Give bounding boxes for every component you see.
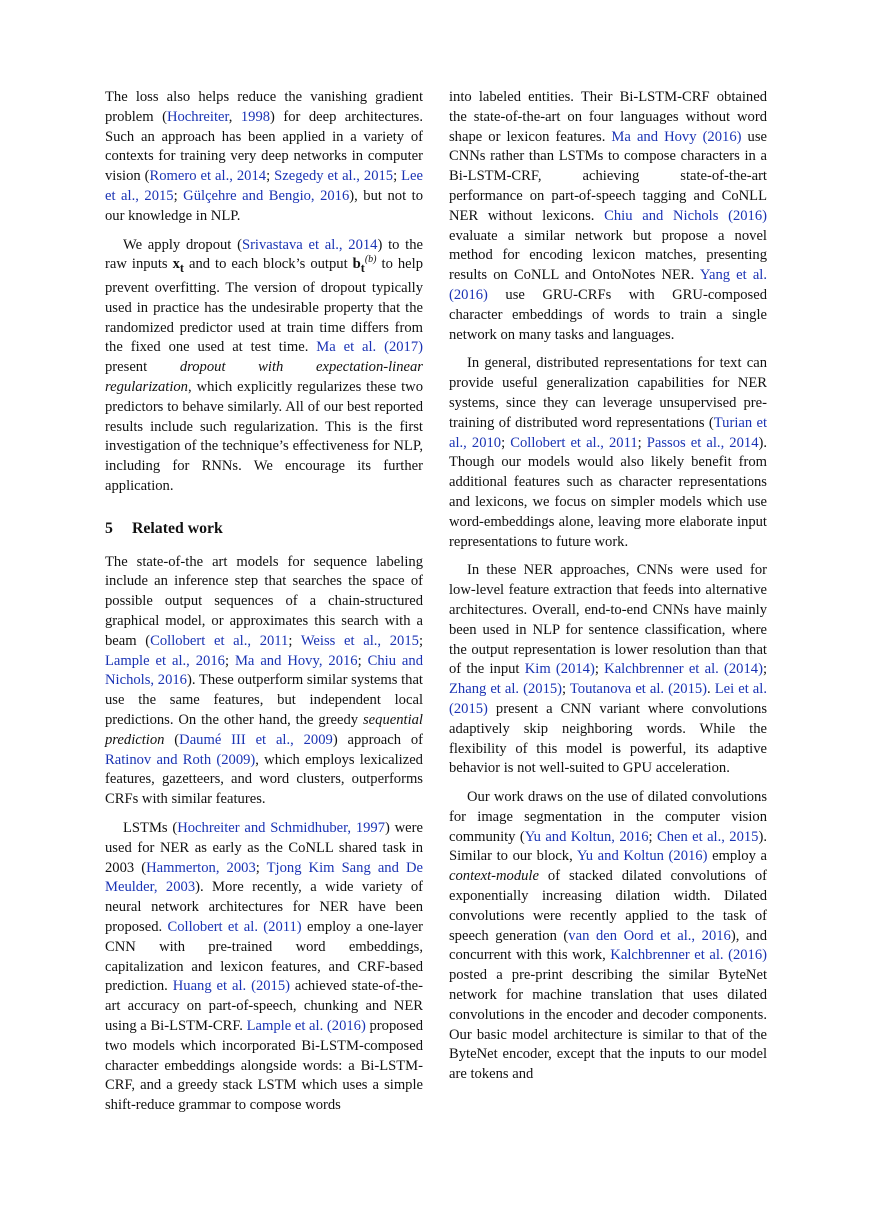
text: ; (224, 652, 235, 669)
paragraph-labeled-entities (449, 88, 767, 345)
text: posted a pre-print describing the similar ByteNet network for machine translation that uses dilated convolutions in the encoder and decoder components. Our basic model architecture is similar to that of the ByteNet encoder, except that the inputs to our model are tokens and (449, 967, 767, 1083)
citation-link[interactable]: Lei et al. (2015) (449, 681, 767, 717)
text: ; (562, 681, 570, 698)
text: , which explicitly regularizes these two predictors to behave similarly. All of our best reported results include such regularization. This is the first investigation of the technique’s effectiveness for NLP, including for RNNs. We encourage its further application. (105, 379, 423, 495)
text: , (228, 108, 241, 125)
emphasis: sequential prediction (105, 712, 423, 748)
math-subscript: t (360, 261, 365, 276)
citation-link[interactable]: Ratinov and Roth (2009) (105, 751, 256, 768)
right-column (449, 88, 767, 1085)
text: ; (648, 828, 657, 845)
text: ; (418, 632, 423, 649)
math-x: x (172, 256, 180, 273)
paragraph-dilated-convolutions (449, 788, 767, 1085)
text: ) for deep architectures. Such an approach has been applied in a variety of contexts for training very deep networks in computer vision ( (105, 108, 423, 185)
citation-link[interactable]: Kalchbrenner et al. (2016) (610, 947, 767, 964)
text: into labeled entities. Their Bi-LSTM-CRF obtained the state-of-the-art on four languages without word shape or lexicon features. (449, 89, 767, 145)
paragraph-vanishing-gradient (105, 88, 423, 227)
text: ; (357, 652, 368, 669)
section-number: 5 (105, 519, 113, 537)
citation-link[interactable]: Zhang et al. (2015) (449, 681, 563, 698)
text: ; (266, 168, 275, 185)
citation-link[interactable]: Toutanova et al. (2015) (569, 681, 708, 698)
text: use CNNs rather than LSTMs to compose characters in a Bi-LSTM-CRF, achieving state-of-the-art performance on part-of-speech tagging and CoNLL NER without lexicons. (449, 128, 768, 224)
citation-link[interactable]: 1998 (240, 108, 271, 125)
text: We apply dropout ( (123, 236, 242, 253)
citation-link[interactable]: Collobert et al., 2011 (150, 632, 289, 649)
text: ) to the raw inputs (105, 236, 423, 273)
text: evaluate a similar network but propose a novel method for encoding lexicon matches, presenting results on CoNLL and OntoNotes NER. (449, 227, 767, 284)
citation-link[interactable]: Passos et al., 2014 (646, 434, 759, 451)
text: achieved state-of-the-art accuracy on part-of-speech, chunking and NER using a Bi-LSTM-CRF. (105, 978, 423, 1034)
text: . (707, 681, 715, 698)
text: Our work draws on the use of dilated convolutions for image segmentation in the computer vision community ( (449, 789, 767, 845)
citation-link[interactable]: Yu and Koltun, 2016 (524, 828, 649, 845)
citation-link[interactable]: Turian et al., 2010 (449, 414, 768, 451)
citation-link[interactable]: Hammerton, 2003 (146, 859, 256, 876)
citation-link[interactable]: Srivastava et al., 2014 (241, 236, 378, 253)
text: to help prevent overfitting. The version of dropout typically used in practice has the undesirable property that the randomized predictor used at train time differs from the fixed one used at test time. (105, 256, 424, 356)
paragraph-dropout (105, 236, 423, 497)
emphasis: context-module (449, 868, 539, 885)
text: ; (762, 661, 767, 678)
text: ; (501, 434, 511, 451)
text: ). Though our models would also likely benefit from additional features such as character representations and lexicons, we focus on simpler models which use word-embeddings alone, leaving more elaborate input representations to future work. (449, 434, 768, 550)
citation-link[interactable]: Gülçehre and Bengio, 2016 (183, 187, 350, 204)
citation-link[interactable]: Weiss et al., 2015 (300, 632, 419, 649)
citation-link[interactable]: Lample et al., 2016 (105, 652, 225, 669)
text: ( (164, 731, 180, 748)
text: present a CNN variant where convolutions adaptively skip neighboring words. While the flexibility of this model is powerful, its adaptive behavior is not well-suited to GPU acceleration. (449, 700, 767, 777)
citation-link[interactable]: Ma and Hovy (2016) (611, 128, 742, 145)
citation-link[interactable]: Yang et al. (2016) (449, 267, 767, 303)
citation-link[interactable]: Huang et al. (2015) (172, 978, 290, 995)
citation-link[interactable]: Chiu and Nichols, 2016 (105, 652, 424, 689)
citation-link[interactable]: Hochreiter and Schmidhuber, 1997 (177, 820, 386, 836)
citation-link[interactable]: Chen et al., 2015 (656, 828, 759, 845)
left-column (105, 88, 423, 1116)
citation-link[interactable]: Tjong Kim Sang and De Meulder, 2003 (105, 859, 423, 896)
text: ) were used for NER as early as the CoNLL shared task in 2003 ( (105, 820, 423, 876)
text: ; (255, 859, 267, 876)
section-heading (105, 519, 423, 539)
math-superscript: (b) (364, 254, 377, 266)
paragraph-distributed-representations (449, 354, 767, 552)
citation-link[interactable]: Kalchbrenner et al. (2014) (604, 661, 763, 678)
citation-link[interactable]: Collobert et al. (2011) (167, 918, 302, 935)
citation-link[interactable]: Collobert et al., 2011 (510, 434, 638, 451)
citation-link[interactable]: Lample et al. (2016) (246, 1017, 366, 1034)
text: ; (288, 632, 301, 649)
citation-link[interactable]: Daumé III et al., 2009 (179, 731, 333, 748)
text: ), but not to our knowledge in NLP. (105, 187, 423, 224)
citation-link[interactable]: Hochreiter (166, 108, 229, 125)
emphasis: dropout with expectation-linear regularization (105, 359, 423, 396)
text: ). These outperform similar systems that use the same features, but independent local predictions. On the other hand, the greedy (105, 672, 423, 729)
text: ) approach of (332, 731, 423, 748)
citation-link[interactable]: Lee et al., 2015 (105, 168, 424, 204)
text: ; (393, 168, 402, 185)
text: use GRU-CRFs with GRU-composed character embeddings of words to train a single network on many tasks and languages. (449, 286, 767, 343)
citation-link[interactable]: Chiu and Nichols (2016) (604, 207, 767, 224)
math-b: b (352, 256, 361, 273)
paragraph-state-of-art (105, 553, 423, 810)
paragraph-lstms (105, 819, 423, 1116)
citation-link[interactable]: Ma and Hovy, 2016 (234, 652, 358, 669)
text: The loss also helps reduce the vanishing gradient problem ( (105, 89, 423, 125)
text: ; (173, 187, 184, 204)
citation-link[interactable]: Kim (2014) (524, 661, 595, 678)
text: present (105, 359, 180, 376)
text: ), and concurrent with this work, (449, 927, 767, 964)
text: of stacked dilated convolutions of exponentially increasing dilation width. Dilated convolutions were recently applied to the task of speech generation ( (449, 868, 767, 944)
text: In general, distributed representations for text can provide useful generalization capabilities for NER systems, since they can leverage unsupervised pre-training of distributed word representations ( (449, 355, 767, 431)
paragraph-cnn-approaches (449, 561, 767, 779)
text: and to each block’s output (183, 256, 353, 273)
section-title: Related work (132, 519, 223, 537)
citation-link[interactable]: Romero et al., 2014 (149, 168, 267, 185)
text: In these NER approaches, CNNs were used for low-level feature extraction that feeds into alternative architectures. Overall, end-to-end CNNs have mainly been used in NLP for sentence classification, where the output representation is lower resolution than that of the input (449, 562, 767, 678)
text: LSTMs ( (123, 820, 178, 836)
citation-link[interactable]: Yu and Koltun (2016) (576, 848, 708, 865)
text: employ a one-layer CNN with pre-trained word embeddings, capitalization and lexicon features, and CRF-based prediction. (105, 918, 423, 995)
text: ). More recently, a wide variety of neural network architectures for NER have been proposed. (105, 879, 423, 935)
text: , which employs lexicalized features, gazetteers, and word clusters, outperforms CRFs with similar features. (105, 751, 423, 808)
text: employ a (707, 848, 767, 865)
citation-link[interactable]: Ma et al. (2017) (316, 339, 423, 356)
math-subscript: t (179, 261, 184, 276)
text: ). Similar to our block, (449, 828, 767, 865)
citation-link[interactable]: van den Oord et al., 2016 (568, 927, 731, 944)
text: proposed two models which incorporated Bi-LSTM-composed character embeddings alongside words: a Bi-LSTM-CRF, and a greedy stack LSTM which uses a simple shift-reduce grammar to compose words (105, 1017, 423, 1114)
text: ; (594, 661, 605, 678)
text: The state-of-the art models for sequence labeling include an inference step that searches the space of possible output sequences of a chain-structured graphical model, or approximates this search with a beam ( (105, 553, 423, 649)
citation-link[interactable]: Szegedy et al., 2015 (274, 168, 394, 185)
text: ; (637, 434, 647, 451)
